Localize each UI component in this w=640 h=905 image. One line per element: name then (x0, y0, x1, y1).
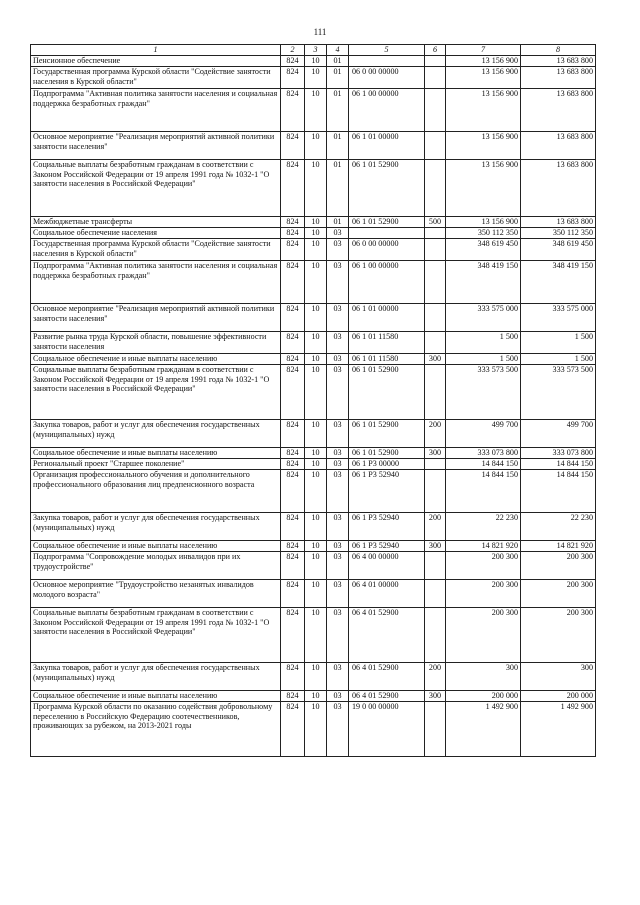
section-code-cell: 10 (305, 332, 327, 354)
item-name-cell: Социальные выплаты безработным гражданам в соответствии с Законом Российской Федерации от 19 апреля 1991 года № 1032-1 "О занятости населения в Российской Федерации" (31, 608, 281, 663)
target-article-cell (349, 56, 425, 67)
expense-type-cell (425, 304, 446, 332)
section-code-cell: 10 (305, 513, 327, 541)
table-row (31, 580, 596, 608)
ministry-code-cell: 824 (281, 608, 305, 663)
ministry-code-cell: 824 (281, 217, 305, 228)
amount-year2-cell: 350 112 350 (521, 228, 596, 239)
amount-year1-cell: 1 500 (446, 354, 521, 365)
table-row (31, 448, 596, 459)
ministry-code-cell: 824 (281, 580, 305, 608)
table-row (31, 217, 596, 228)
amount-year2-cell: 300 (521, 663, 596, 691)
item-name-cell: Закупка товаров, работ и услуг для обеспечения государственных (муниципальных) нужд (31, 513, 281, 541)
section-code-cell: 10 (305, 365, 327, 420)
subsection-code-cell: 03 (327, 459, 349, 470)
section-code-cell: 10 (305, 132, 327, 160)
table-row (31, 420, 596, 448)
amount-year1-cell: 333 073 800 (446, 448, 521, 459)
expense-type-cell (425, 160, 446, 217)
expense-type-cell (425, 365, 446, 420)
ministry-code-cell: 824 (281, 67, 305, 89)
subsection-code-cell: 01 (327, 160, 349, 217)
amount-year1-cell: 13 156 900 (446, 217, 521, 228)
expense-type-cell (425, 470, 446, 513)
item-name-cell: Региональный проект "Старшее поколение" (31, 459, 281, 470)
section-code-cell: 10 (305, 261, 327, 304)
item-name-cell: Межбюджетные трансферты (31, 217, 281, 228)
item-name-cell: Закупка товаров, работ и услуг для обеспечения государственных (муниципальных) нужд (31, 663, 281, 691)
target-article-cell (349, 228, 425, 239)
item-name-cell: Подпрограмма "Активная политика занятости населения и социальная поддержка безработных граждан" (31, 261, 281, 304)
subsection-code-cell: 03 (327, 702, 349, 757)
item-name-cell: Социальные выплаты безработным гражданам в соответствии с Законом Российской Федерации от 19 апреля 1991 года № 1032-1 "О занятости населения в Российской Федерации" (31, 365, 281, 420)
item-name-cell: Социальное обеспечение и иные выплаты населению (31, 691, 281, 702)
header-cell: 1 (31, 45, 281, 56)
subsection-code-cell: 03 (327, 354, 349, 365)
amount-year1-cell: 200 300 (446, 552, 521, 580)
table-row (31, 332, 596, 354)
expense-type-cell (425, 239, 446, 261)
target-article-cell: 06 1 01 11580 (349, 354, 425, 365)
amount-year2-cell: 14 844 150 (521, 459, 596, 470)
header-cell: 5 (349, 45, 425, 56)
item-name-cell: Социальное обеспечение и иные выплаты населению (31, 354, 281, 365)
section-code-cell: 10 (305, 580, 327, 608)
section-code-cell: 10 (305, 663, 327, 691)
budget-table (30, 44, 596, 757)
section-code-cell: 10 (305, 160, 327, 217)
subsection-code-cell: 03 (327, 304, 349, 332)
subsection-code-cell: 03 (327, 470, 349, 513)
section-code-cell: 10 (305, 239, 327, 261)
table-row (31, 470, 596, 513)
section-code-cell: 10 (305, 608, 327, 663)
amount-year2-cell: 1 500 (521, 354, 596, 365)
amount-year2-cell: 13 683 800 (521, 132, 596, 160)
subsection-code-cell: 01 (327, 67, 349, 89)
section-code-cell: 10 (305, 459, 327, 470)
header-cell: 3 (305, 45, 327, 56)
target-article-cell: 06 4 01 52900 (349, 608, 425, 663)
amount-year2-cell: 348 619 450 (521, 239, 596, 261)
subsection-code-cell: 03 (327, 580, 349, 608)
subsection-code-cell: 03 (327, 239, 349, 261)
section-code-cell: 10 (305, 420, 327, 448)
subsection-code-cell: 03 (327, 513, 349, 541)
amount-year2-cell: 333 073 800 (521, 448, 596, 459)
amount-year2-cell: 13 683 800 (521, 160, 596, 217)
item-name-cell: Подпрограмма "Сопровождение молодых инвалидов при их трудоустройстве" (31, 552, 281, 580)
amount-year1-cell: 350 112 350 (446, 228, 521, 239)
amount-year2-cell: 14 821 920 (521, 541, 596, 552)
target-article-cell: 06 0 00 00000 (349, 239, 425, 261)
section-code-cell: 10 (305, 702, 327, 757)
expense-type-cell: 300 (425, 354, 446, 365)
expense-type-cell: 300 (425, 691, 446, 702)
item-name-cell: Основное мероприятие "Реализация мероприятий активной политики занятости населения" (31, 304, 281, 332)
expense-type-cell: 500 (425, 217, 446, 228)
amount-year2-cell: 13 683 800 (521, 89, 596, 132)
item-name-cell: Организация профессионального обучения и дополнительного профессионального образования лиц предпенсионного возраста (31, 470, 281, 513)
table-row (31, 354, 596, 365)
expense-type-cell (425, 261, 446, 304)
amount-year1-cell: 14 844 150 (446, 459, 521, 470)
subsection-code-cell: 03 (327, 332, 349, 354)
header-cell: 8 (521, 45, 596, 56)
ministry-code-cell: 824 (281, 304, 305, 332)
ministry-code-cell: 824 (281, 663, 305, 691)
target-article-cell: 06 1 01 52900 (349, 365, 425, 420)
item-name-cell: Основное мероприятие "Трудоустройство незанятых инвалидов молодого возраста" (31, 580, 281, 608)
item-name-cell: Основное мероприятие "Реализация мероприятий активной политики занятости населения" (31, 132, 281, 160)
amount-year1-cell: 200 300 (446, 580, 521, 608)
ministry-code-cell: 824 (281, 261, 305, 304)
target-article-cell: 06 1 01 52900 (349, 420, 425, 448)
table-row (31, 552, 596, 580)
header-cell: 7 (446, 45, 521, 56)
amount-year2-cell: 200 300 (521, 552, 596, 580)
table-row (31, 691, 596, 702)
expense-type-cell (425, 89, 446, 132)
target-article-cell: 06 1 P3 52940 (349, 470, 425, 513)
target-article-cell: 06 1 01 00000 (349, 304, 425, 332)
subsection-code-cell: 03 (327, 365, 349, 420)
subsection-code-cell: 03 (327, 420, 349, 448)
expense-type-cell: 300 (425, 541, 446, 552)
amount-year2-cell: 200 300 (521, 608, 596, 663)
ministry-code-cell: 824 (281, 470, 305, 513)
ministry-code-cell: 824 (281, 239, 305, 261)
table-row (31, 513, 596, 541)
amount-year1-cell: 200 300 (446, 608, 521, 663)
amount-year2-cell: 200 000 (521, 691, 596, 702)
item-name-cell: Социальное обеспечение и иные выплаты населению (31, 448, 281, 459)
expense-type-cell: 200 (425, 663, 446, 691)
subsection-code-cell: 03 (327, 608, 349, 663)
amount-year2-cell: 13 683 800 (521, 67, 596, 89)
header-cell: 4 (327, 45, 349, 56)
table-row (31, 304, 596, 332)
subsection-code-cell: 03 (327, 228, 349, 239)
header-row (31, 45, 596, 56)
section-code-cell: 10 (305, 691, 327, 702)
target-article-cell: 06 1 01 11580 (349, 332, 425, 354)
ministry-code-cell: 824 (281, 691, 305, 702)
subsection-code-cell: 03 (327, 691, 349, 702)
amount-year1-cell: 200 000 (446, 691, 521, 702)
amount-year2-cell: 1 500 (521, 332, 596, 354)
subsection-code-cell: 03 (327, 261, 349, 304)
target-article-cell: 19 0 00 00000 (349, 702, 425, 757)
expense-type-cell (425, 552, 446, 580)
target-article-cell: 06 1 00 00000 (349, 89, 425, 132)
amount-year1-cell: 300 (446, 663, 521, 691)
subsection-code-cell: 03 (327, 541, 349, 552)
table-row (31, 702, 596, 757)
ministry-code-cell: 824 (281, 420, 305, 448)
item-name-cell: Социальные выплаты безработным гражданам в соответствии с Законом Российской Федерации от 19 апреля 1991 года № 1032-1 "О занятости населения в Российской Федерации" (31, 160, 281, 217)
target-article-cell: 06 1 P3 52940 (349, 513, 425, 541)
target-article-cell: 06 4 00 00000 (349, 552, 425, 580)
ministry-code-cell: 824 (281, 132, 305, 160)
amount-year1-cell: 1 500 (446, 332, 521, 354)
section-code-cell: 10 (305, 541, 327, 552)
target-article-cell: 06 1 01 52900 (349, 448, 425, 459)
amount-year2-cell: 333 575 000 (521, 304, 596, 332)
ministry-code-cell: 824 (281, 552, 305, 580)
item-name-cell: Социальное обеспечение и иные выплаты населению (31, 541, 281, 552)
table-row (31, 132, 596, 160)
item-name-cell: Государственная программа Курской области "Содействие занятости населения в Курской области" (31, 239, 281, 261)
section-code-cell: 10 (305, 67, 327, 89)
section-code-cell: 10 (305, 89, 327, 132)
target-article-cell: 06 1 P3 00000 (349, 459, 425, 470)
ministry-code-cell: 824 (281, 448, 305, 459)
amount-year2-cell: 333 573 500 (521, 365, 596, 420)
amount-year1-cell: 13 156 900 (446, 132, 521, 160)
amount-year2-cell: 200 300 (521, 580, 596, 608)
expense-type-cell (425, 332, 446, 354)
expense-type-cell: 200 (425, 513, 446, 541)
amount-year2-cell: 22 230 (521, 513, 596, 541)
amount-year1-cell: 348 419 150 (446, 261, 521, 304)
table-row (31, 541, 596, 552)
table-row (31, 239, 596, 261)
expense-type-cell (425, 580, 446, 608)
ministry-code-cell: 824 (281, 56, 305, 67)
target-article-cell: 06 1 00 00000 (349, 261, 425, 304)
subsection-code-cell: 01 (327, 217, 349, 228)
item-name-cell: Подпрограмма "Активная политика занятости населения и социальная поддержка безработных граждан" (31, 89, 281, 132)
header-cell: 6 (425, 45, 446, 56)
item-name-cell: Развитие рынка труда Курской области, повышение эффективности занятости населения (31, 332, 281, 354)
section-code-cell: 10 (305, 552, 327, 580)
table-row (31, 261, 596, 304)
target-article-cell: 06 1 01 00000 (349, 132, 425, 160)
amount-year1-cell: 333 575 000 (446, 304, 521, 332)
expense-type-cell (425, 459, 446, 470)
ministry-code-cell: 824 (281, 332, 305, 354)
expense-type-cell: 300 (425, 448, 446, 459)
amount-year2-cell: 13 683 800 (521, 56, 596, 67)
amount-year1-cell: 333 573 500 (446, 365, 521, 420)
expense-type-cell (425, 702, 446, 757)
item-name-cell: Социальное обеспечение населения (31, 228, 281, 239)
amount-year1-cell: 13 156 900 (446, 89, 521, 132)
amount-year1-cell: 14 844 150 (446, 470, 521, 513)
section-code-cell: 10 (305, 470, 327, 513)
amount-year1-cell: 13 156 900 (446, 160, 521, 217)
amount-year1-cell: 13 156 900 (446, 67, 521, 89)
table-row (31, 56, 596, 67)
section-code-cell: 10 (305, 304, 327, 332)
target-article-cell: 06 1 P3 52940 (349, 541, 425, 552)
ministry-code-cell: 824 (281, 89, 305, 132)
item-name-cell: Закупка товаров, работ и услуг для обеспечения государственных (муниципальных) нужд (31, 420, 281, 448)
table-row (31, 89, 596, 132)
subsection-code-cell: 01 (327, 89, 349, 132)
amount-year1-cell: 22 230 (446, 513, 521, 541)
target-article-cell: 06 1 01 52900 (349, 217, 425, 228)
header-cell: 2 (281, 45, 305, 56)
section-code-cell: 10 (305, 354, 327, 365)
ministry-code-cell: 824 (281, 228, 305, 239)
expense-type-cell (425, 132, 446, 160)
amount-year2-cell: 348 419 150 (521, 261, 596, 304)
table-row (31, 663, 596, 691)
table-row (31, 160, 596, 217)
ministry-code-cell: 824 (281, 702, 305, 757)
subsection-code-cell: 03 (327, 448, 349, 459)
target-article-cell: 06 4 01 52900 (349, 691, 425, 702)
target-article-cell: 06 4 01 52900 (349, 663, 425, 691)
item-name-cell: Государственная программа Курской области "Содействие занятости населения в Курской области" (31, 67, 281, 89)
amount-year2-cell: 1 492 900 (521, 702, 596, 757)
ministry-code-cell: 824 (281, 354, 305, 365)
section-code-cell: 10 (305, 217, 327, 228)
expense-type-cell: 200 (425, 420, 446, 448)
target-article-cell: 06 4 01 00000 (349, 580, 425, 608)
amount-year1-cell: 13 156 900 (446, 56, 521, 67)
subsection-code-cell: 01 (327, 56, 349, 67)
item-name-cell: Программа Курской области по оказанию содействия добровольному переселению в Российскую Федерацию соотечественников, проживающих за рубежом, на 2013-2021 годы (31, 702, 281, 757)
section-code-cell: 10 (305, 448, 327, 459)
amount-year2-cell: 499 700 (521, 420, 596, 448)
table-row (31, 365, 596, 420)
expense-type-cell (425, 608, 446, 663)
ministry-code-cell: 824 (281, 541, 305, 552)
table-row (31, 608, 596, 663)
amount-year1-cell: 1 492 900 (446, 702, 521, 757)
table-row (31, 228, 596, 239)
section-code-cell: 10 (305, 56, 327, 67)
expense-type-cell (425, 228, 446, 239)
table-row (31, 67, 596, 89)
ministry-code-cell: 824 (281, 513, 305, 541)
target-article-cell: 06 1 01 52900 (349, 160, 425, 217)
page-number: 111 (313, 27, 327, 37)
subsection-code-cell: 03 (327, 663, 349, 691)
table-row (31, 459, 596, 470)
item-name-cell: Пенсионное обеспечение (31, 56, 281, 67)
subsection-code-cell: 01 (327, 132, 349, 160)
amount-year1-cell: 14 821 920 (446, 541, 521, 552)
expense-type-cell (425, 56, 446, 67)
amount-year1-cell: 348 619 450 (446, 239, 521, 261)
amount-year2-cell: 13 683 800 (521, 217, 596, 228)
ministry-code-cell: 824 (281, 365, 305, 420)
ministry-code-cell: 824 (281, 459, 305, 470)
section-code-cell: 10 (305, 228, 327, 239)
target-article-cell: 06 0 00 00000 (349, 67, 425, 89)
amount-year1-cell: 499 700 (446, 420, 521, 448)
expense-type-cell (425, 67, 446, 89)
amount-year2-cell: 14 844 150 (521, 470, 596, 513)
ministry-code-cell: 824 (281, 160, 305, 217)
subsection-code-cell: 03 (327, 552, 349, 580)
